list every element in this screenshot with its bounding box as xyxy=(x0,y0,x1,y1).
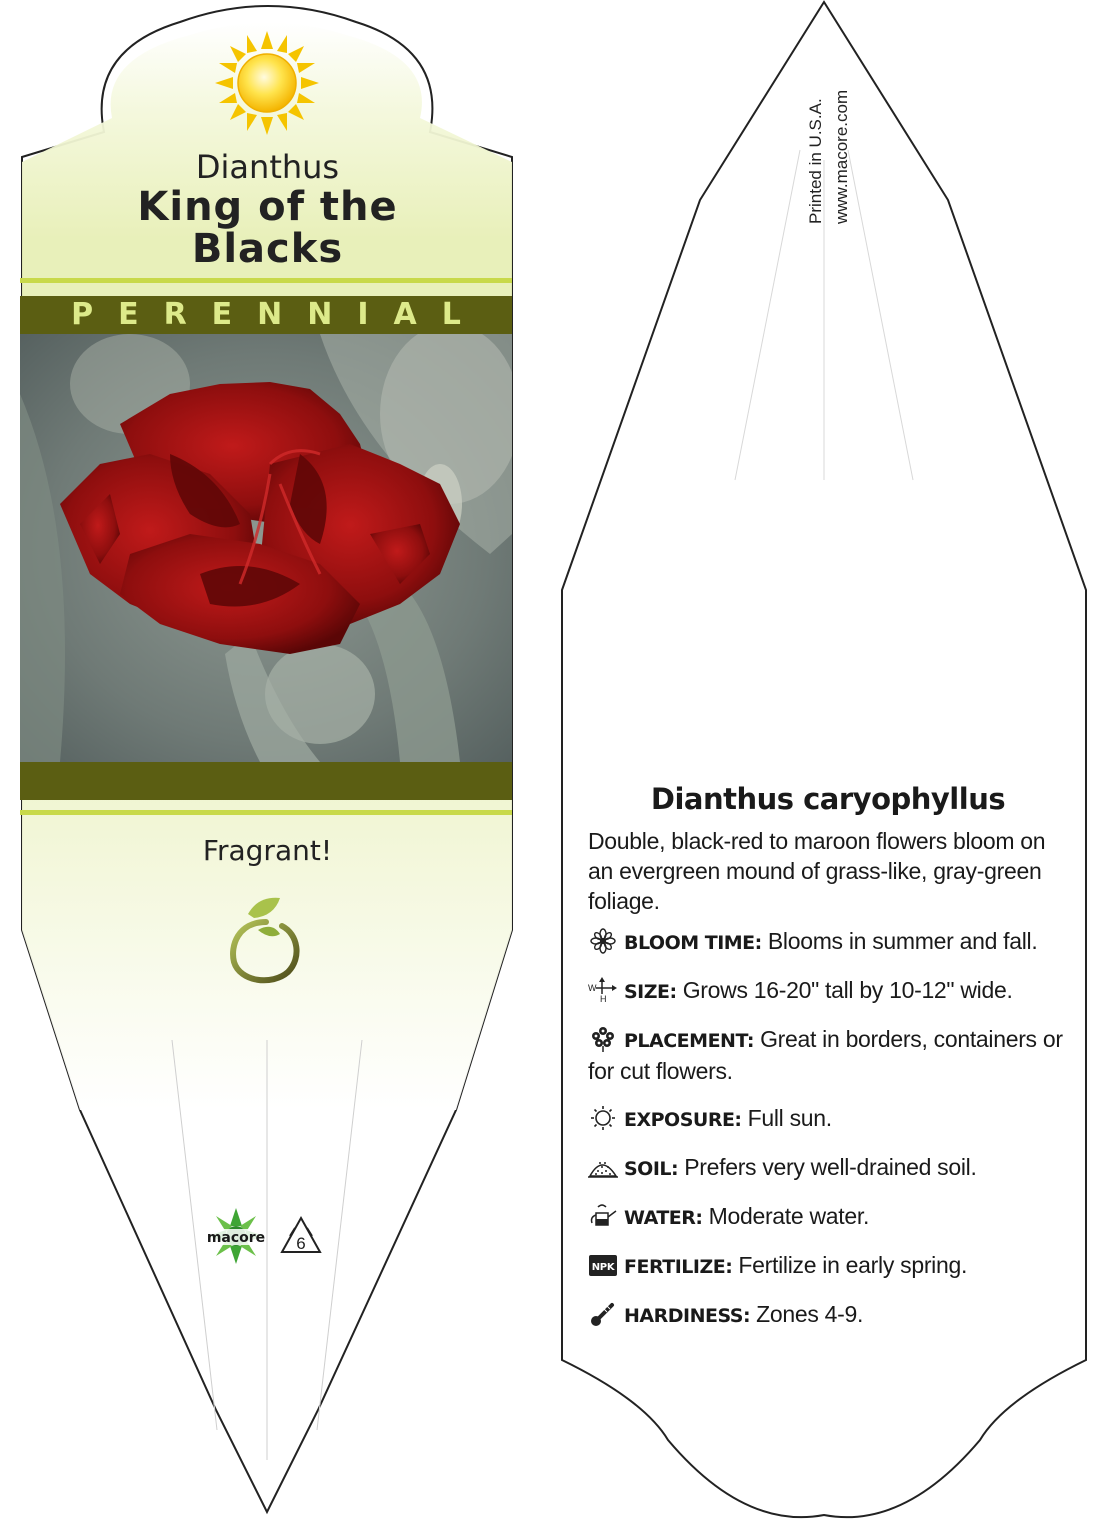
attr-bloom-time: BLOOM TIME: Blooms in summer and fall. xyxy=(588,926,1068,958)
svg-text:H: H xyxy=(600,994,607,1003)
genus-name: Dianthus xyxy=(195,148,340,186)
attr-size: W H SIZE: Grows 16-20" tall by 10-12" wide. xyxy=(588,977,1013,1003)
variety-name: King of the Blacks xyxy=(137,184,398,272)
website: www.macore.com xyxy=(832,89,851,224)
sun-icon xyxy=(212,28,322,138)
sun-outline-icon xyxy=(588,1105,618,1131)
flower-photo xyxy=(20,334,512,762)
soil-icon xyxy=(588,1154,618,1180)
watering-can-icon xyxy=(588,1203,618,1229)
attr-fertilize: NPK FERTILIZE: Fertilize in early spring. xyxy=(588,1250,1068,1282)
svg-text:W: W xyxy=(588,983,597,993)
flower-icon xyxy=(588,928,618,954)
print-info xyxy=(806,60,851,230)
description: Double, black-red to maroon flowers bloom on an evergreen mound of grass-like, gray-green foliage. xyxy=(588,828,1046,914)
brand-name: macore xyxy=(206,1230,266,1246)
svg-text:NPK: NPK xyxy=(591,1262,615,1273)
recycle-code: 6 xyxy=(296,1234,306,1253)
printed-in: Printed in U.S.A. xyxy=(806,98,825,224)
thermometer-icon xyxy=(588,1301,618,1327)
attr-soil: SOIL: Prefers very well-drained soil. xyxy=(588,1152,1068,1184)
attr-hardiness: HARDINESS: Zones 4-9. xyxy=(588,1299,1068,1331)
fertilizer-icon xyxy=(588,1252,618,1278)
attr-placement: PLACEMENT: Great in borders, containers or for cut flowers. xyxy=(588,1026,1063,1084)
botanical-name: Dianthus caryophyllus xyxy=(650,782,1006,816)
leaf-swirl-icon xyxy=(228,894,304,986)
recycle-icon xyxy=(278,1214,324,1258)
plants-icon xyxy=(588,1026,618,1052)
macore-logo xyxy=(206,1206,266,1268)
care-info xyxy=(588,782,1068,1348)
attr-water: WATER: Moderate water. xyxy=(588,1201,1068,1233)
attr-exposure: EXPOSURE: Full sun. xyxy=(588,1103,1068,1135)
tagline: Fragrant! xyxy=(202,834,333,867)
size-icon xyxy=(588,977,618,1003)
category-band: PERENNIAL xyxy=(71,297,486,332)
